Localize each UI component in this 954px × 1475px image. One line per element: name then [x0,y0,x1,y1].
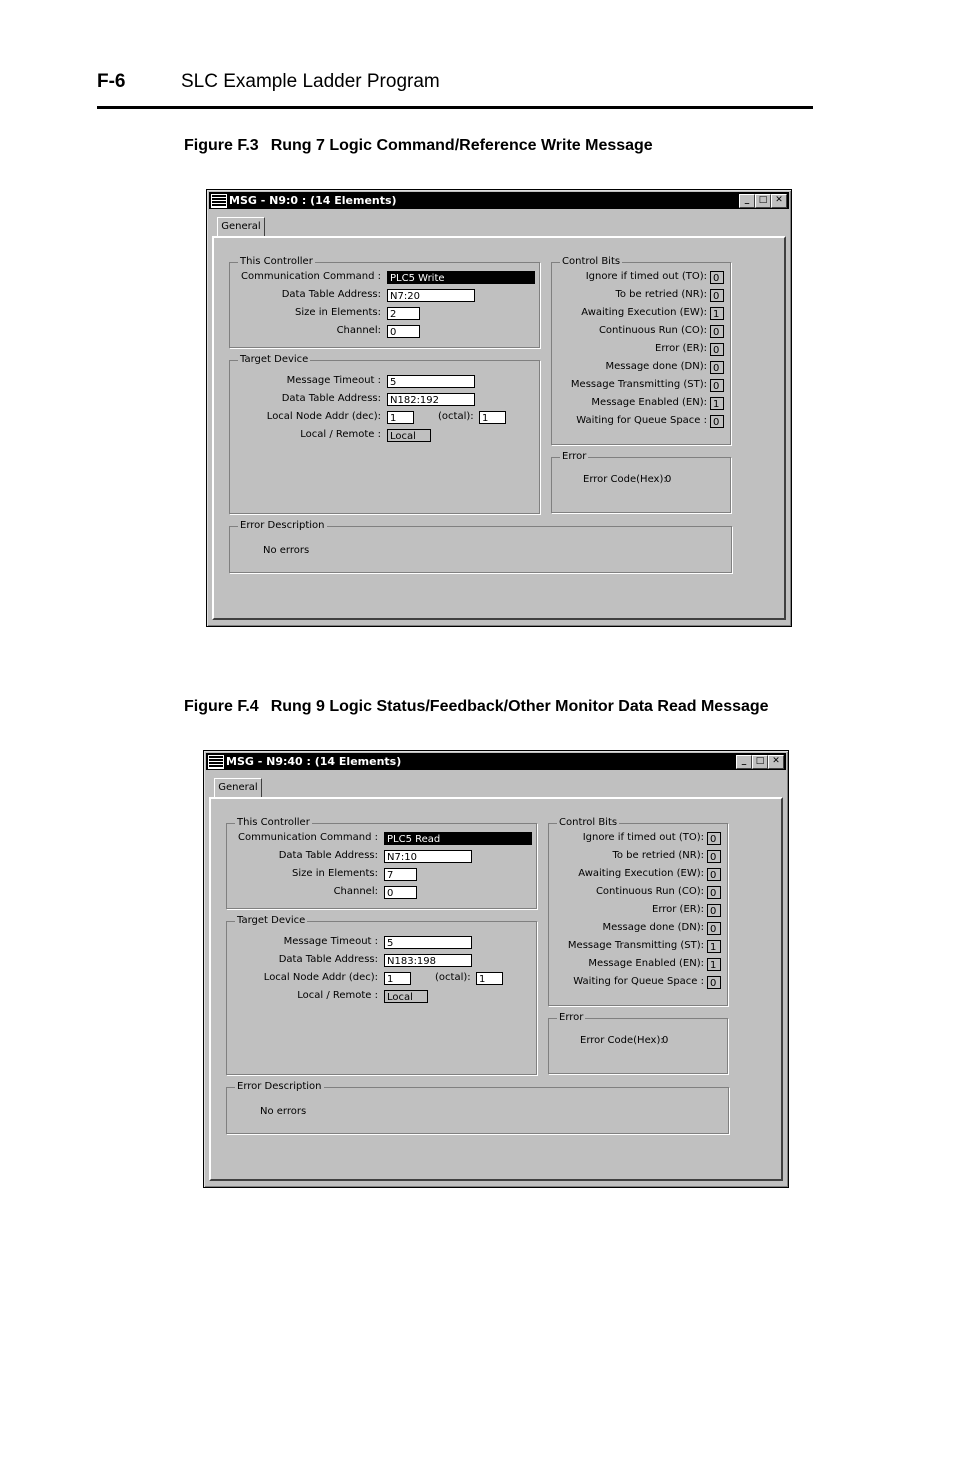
control-bit-label: Error (ER): [655,343,707,354]
maximize-icon[interactable]: □ [755,194,771,208]
channel-field[interactable]: 0 [387,325,420,338]
message-timeout-field[interactable]: 5 [384,936,472,949]
data-table-address-label: Data Table Address: [281,289,381,300]
control-bit-field[interactable]: 0 [707,976,721,989]
control-bit-label: Message Transmitting (ST): [567,940,704,951]
control-bit-label: Awaiting Execution (EW): [578,868,704,879]
error-group [551,451,731,513]
window-title: MSG - N9:0 : (14 Elements) [229,194,397,207]
control-bits-label: Control Bits [559,817,618,828]
figure-f3-screenshot [206,189,792,627]
communication-command-field[interactable]: PLC5 Write [387,271,535,284]
control-bit-label: Continuous Run (CO): [595,886,704,897]
page-title: SLC Example Ladder Program [181,71,440,92]
figure-caption-text: Rung 9 Logic Status/Feedback/Other Monitor Data Read Message [270,698,769,715]
control-bit-field[interactable]: 1 [707,940,721,953]
figure-caption-f4 [184,698,769,716]
this-controller-label: This Controller [237,817,310,828]
window-title: MSG - N9:40 : (14 Elements) [226,755,402,768]
communication-command-label: Communication Command : [238,832,378,843]
minimize-icon[interactable]: _ [739,194,755,208]
error-code-value: 0 [665,474,672,485]
control-bit-field[interactable]: 1 [710,307,724,320]
size-in-elements-field[interactable]: 7 [384,868,417,881]
this-controller-label: This Controller [240,256,313,267]
target-device-label: Target Device [240,354,309,365]
local-remote-dropdown[interactable]: Local [384,990,428,1003]
channel-field[interactable]: 0 [384,886,417,899]
control-bit-field[interactable]: 0 [710,343,724,356]
communication-command-field[interactable]: PLC5 Read [384,832,532,845]
octal-label: (octal): [435,972,471,983]
title-bar [209,192,789,209]
control-bit-field[interactable]: 0 [710,325,724,338]
target-data-table-address-label: Data Table Address: [281,393,381,404]
error-code-label: Error Code(Hex): [583,474,667,485]
figure-label: Figure F.4 [184,698,259,715]
control-bit-label: To be retried (NR): [612,850,704,861]
size-in-elements-field[interactable]: 2 [387,307,420,320]
target-data-table-address-field[interactable]: N183:198 [384,954,472,967]
control-bit-field[interactable]: 0 [710,415,724,428]
general-tab-panel [212,236,786,620]
window-app-icon [211,194,227,208]
window-app-icon [208,755,224,769]
msg-window [203,750,789,1188]
message-timeout-field[interactable]: 5 [387,375,475,388]
page-number: F-6 [97,71,126,92]
local-node-addr-label: Local Node Addr (dec): [266,411,381,422]
figure-caption-f3 [184,137,653,155]
figure-caption-text: Rung 7 Logic Command/Reference Write Message [270,137,653,154]
control-bit-field[interactable]: 0 [710,361,724,374]
error-description-text: No errors [263,545,310,556]
channel-label: Channel: [336,325,381,336]
maximize-icon[interactable]: □ [752,755,768,769]
error-description-group [226,1081,729,1134]
message-timeout-label: Message Timeout : [283,936,378,947]
data-table-address-field[interactable]: N7:20 [387,289,475,302]
octal-field[interactable]: 1 [476,972,503,985]
target-device-label: Target Device [237,915,306,926]
error-code-value: 0 [662,1035,669,1046]
figure-f4-screenshot [203,750,789,1188]
communication-command-label: Communication Command : [241,271,381,282]
control-bit-field[interactable]: 0 [707,886,721,899]
control-bit-label: Continuous Run (CO): [598,325,707,336]
size-in-elements-label: Size in Elements: [295,307,381,318]
general-tab-panel [209,797,783,1181]
control-bit-field[interactable]: 0 [707,868,721,881]
control-bit-label: Ignore if timed out (TO): [585,271,707,282]
local-node-addr-label: Local Node Addr (dec): [263,972,378,983]
target-data-table-address-label: Data Table Address: [278,954,378,965]
close-icon[interactable]: ✕ [768,755,784,769]
error-description-text: No errors [260,1106,307,1117]
control-bit-label: Waiting for Queue Space : [573,976,704,987]
control-bit-label: Awaiting Execution (EW): [581,307,707,318]
control-bits-group [548,817,728,1006]
this-controller-group [226,817,537,909]
control-bit-label: Message Transmitting (ST): [570,379,707,390]
control-bits-group [551,256,731,445]
page-header [97,68,813,109]
channel-label: Channel: [333,886,378,897]
target-device-group [229,354,540,514]
tab-general[interactable]: General [217,217,265,236]
error-label: Error [559,1012,584,1023]
control-bit-label: Waiting for Queue Space : [576,415,707,426]
error-label: Error [562,451,587,462]
local-remote-label: Local / Remote : [297,990,378,1001]
control-bit-label: Message done (DN): [605,361,707,372]
control-bit-label: To be retried (NR): [615,289,707,300]
control-bit-label: Message Enabled (EN): [591,397,707,408]
control-bit-label: Message Enabled (EN): [588,958,704,969]
control-bit-label: Message done (DN): [602,922,704,933]
control-bit-field[interactable]: 0 [707,832,721,845]
message-timeout-label: Message Timeout : [286,375,381,386]
control-bit-field[interactable]: 0 [710,379,724,392]
error-description-label: Error Description [240,520,325,531]
control-bit-field[interactable]: 1 [707,958,721,971]
data-table-address-field[interactable]: N7:10 [384,850,472,863]
close-icon[interactable]: ✕ [771,194,787,208]
control-bit-field[interactable]: 0 [707,922,721,935]
error-description-label: Error Description [237,1081,322,1092]
error-group [548,1012,728,1074]
this-controller-group [229,256,540,348]
error-code-label: Error Code(Hex): [580,1035,664,1046]
local-remote-dropdown[interactable]: Local [387,429,431,442]
target-data-table-address-field[interactable]: N182:192 [387,393,475,406]
title-bar [206,753,786,770]
control-bit-field[interactable]: 1 [710,397,724,410]
control-bit-field[interactable]: 0 [710,271,724,284]
octal-field[interactable]: 1 [479,411,506,424]
control-bit-label: Ignore if timed out (TO): [582,832,704,843]
local-node-addr-field[interactable]: 1 [387,411,414,424]
control-bit-field[interactable]: 0 [707,904,721,917]
minimize-icon[interactable]: _ [736,755,752,769]
control-bit-label: Error (ER): [652,904,704,915]
control-bits-label: Control Bits [562,256,621,267]
target-device-group [226,915,537,1075]
size-in-elements-label: Size in Elements: [292,868,378,879]
figure-label: Figure F.3 [184,137,259,154]
data-table-address-label: Data Table Address: [278,850,378,861]
local-remote-label: Local / Remote : [300,429,381,440]
error-description-group [229,520,732,573]
msg-window [206,189,792,627]
local-node-addr-field[interactable]: 1 [384,972,411,985]
control-bit-field[interactable]: 0 [707,850,721,863]
tab-general[interactable]: General [214,778,262,797]
octal-label: (octal): [438,411,474,422]
control-bit-field[interactable]: 0 [710,289,724,302]
